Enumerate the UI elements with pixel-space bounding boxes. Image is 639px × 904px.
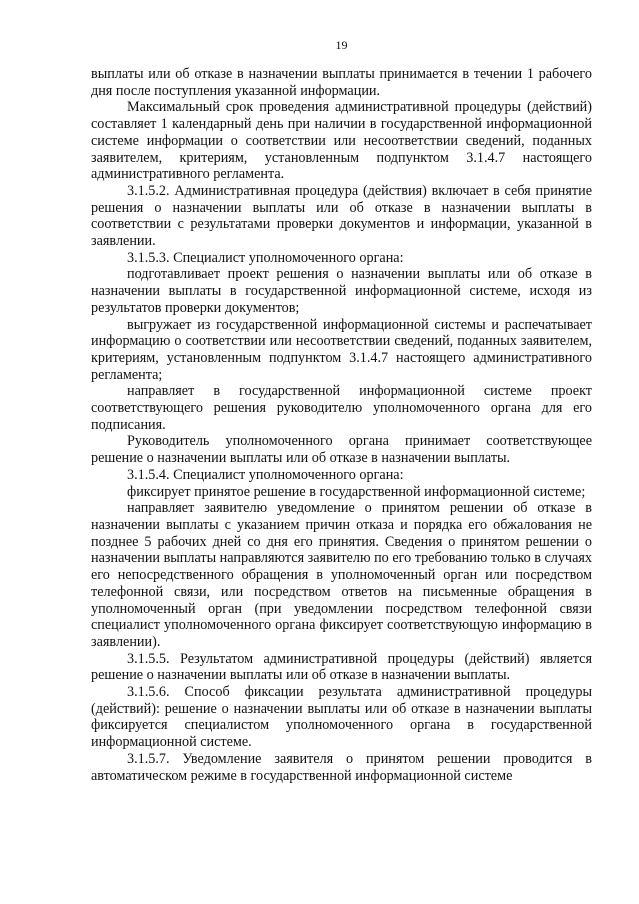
paragraph: направляет заявителю уведомление о принятом решении об отказе в назначении выплаты с указанием причин отказа и порядка его обжалования не позднее 5 рабочих дней со дня его принятия. Сведения о принятом решении о назначении выплаты направляются заявителю по его требованию только в случаях его непосредственного обращения в уполномоченный орган или посредством телефонной связи, или посредством ответов на письменные обращения в уполномоченный орган (при уведомлении посредством телефонной связи специалист уполномоченного органа фиксирует соответствующую информацию в заявлении). <box>91 500 592 650</box>
paragraph: 3.1.5.6. Способ фиксации результата административной процедуры (действий): решение о назначении выплаты или об отказе в назначении выплаты фиксируется специалистом уполномоченного органа в государственной информационной системе. <box>91 684 592 751</box>
document-body <box>91 66 592 784</box>
paragraph: выгружает из государственной информационной системы и распечатывает информацию о соответствии или несоответствии сведений, поданных заявителем, критериям, установленным подпунктом 3.1.4.7 настоящего административного регламента; <box>91 316 592 383</box>
paragraph: подготавливает проект решения о назначении выплаты или об отказе в назначении выплаты в государственной информационной системе, исходя из результатов проверки документов; <box>91 266 592 316</box>
paragraph: выплаты или об отказе в назначении выплаты принимается в течении 1 рабочего дня после поступления указанной информации. <box>91 66 592 99</box>
paragraph: 3.1.5.2. Административная процедура (действия) включает в себя принятие решения о назначении выплаты или об отказе в назначении выплаты в соответствии с результатами проверки документов и информации, указанной в заявлении. <box>91 182 592 250</box>
paragraph: направляет в государственной информационной системе проект соответствующего решения руководителю уполномоченного органа для его подписания. <box>91 383 592 433</box>
paragraph: Максимальный срок проведения административной процедуры (действий) составляет 1 календарный день при наличии в государственной информационной системе информации о соответствии или несоответствии сведений, поданных заявителем, критериям, установленным подпунктом 3.1.4.7 настоящего административного регламента. <box>91 99 592 183</box>
paragraph: 3.1.5.7. Уведомление заявителя о принятом решении проводится в автоматическом режиме в государственной информационной системе <box>91 750 592 784</box>
paragraph: 3.1.5.3. Специалист уполномоченного органа: <box>127 249 404 266</box>
paragraph: 3.1.5.4. Специалист уполномоченного органа: <box>127 466 404 483</box>
paragraph: фиксирует принятое решение в государственной информационной системе; <box>127 483 586 500</box>
paragraph: 3.1.5.5. Результатом административной процедуры (действий) является решение о назначении выплаты или об отказе в назначении выплаты. <box>91 650 592 684</box>
page-number: 19 <box>335 38 348 52</box>
paragraph: Руководитель уполномоченного органа принимает соответствующее решение о назначении выплаты или об отказе в назначении выплаты. <box>91 433 592 467</box>
